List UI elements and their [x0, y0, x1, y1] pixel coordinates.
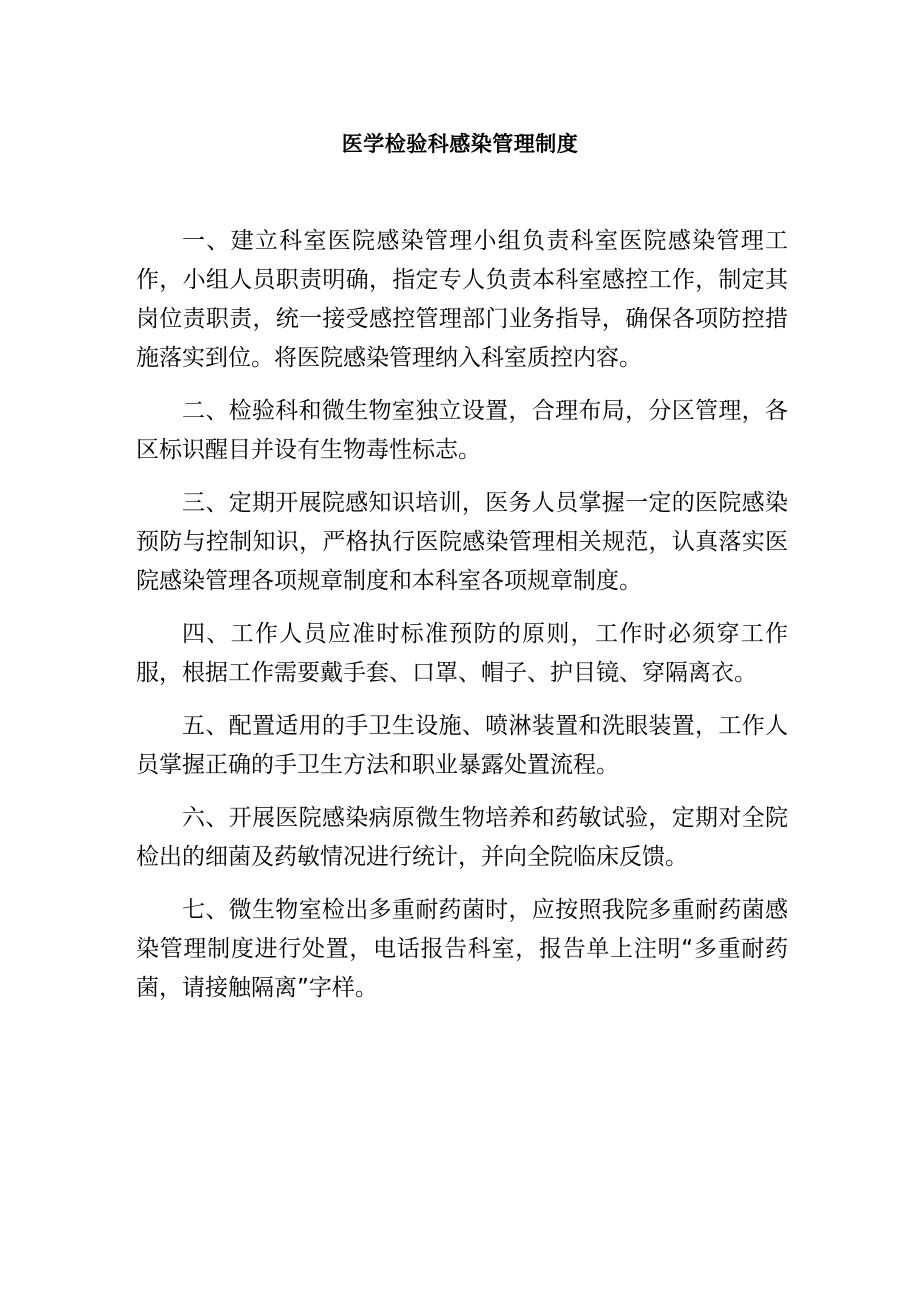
document-title: 医学检验科感染管理制度 — [341, 132, 579, 156]
document-body — [136, 222, 788, 1022]
paragraph-4: 四、工作人员应准时标准预防的原则，工作时必须穿工作服，根据工作需要戴手套、口罩、帽子、护目镜、穿隔离衣。 — [136, 621, 788, 686]
paragraph-1: 一、建立科室医院感染管理小组负责科室医院感染管理工作，小组人员职责明确，指定专人负责本科室感控工作，制定其岗位责职责，统一接受感控管理部门业务指导，确保各项防控措施落实到位。将医院感染管理纳入科室质控内容。 — [136, 228, 788, 371]
paragraph-2: 二、检验科和微生物室独立设置，合理布局，分区管理，各区标识醒目并设有生物毒性标志。 — [136, 398, 788, 463]
paragraph-3: 三、定期开展院感知识培训，医务人员掌握一定的医院感染预防与控制知识，严格执行医院感染管理相关规范，认真落实医院感染管理各项规章制度和本科室各项规章制度。 — [136, 490, 788, 594]
paragraph-7: 七、微生物室检出多重耐药菌时，应按照我院多重耐药菌感染管理制度进行处置，电话报告科室，报告单上注明“多重耐药菌，请接触隔离”字样。 — [136, 897, 788, 1001]
paragraph-6: 六、开展医院感染病原微生物培养和药敏试验，定期对全院检出的细菌及药敏情况进行统计，并向全院临床反馈。 — [136, 805, 788, 870]
paragraph-5: 五、配置适用的手卫生设施、喷淋装置和洗眼装置，工作人员掌握正确的手卫生方法和职业暴露处置流程。 — [136, 713, 788, 778]
